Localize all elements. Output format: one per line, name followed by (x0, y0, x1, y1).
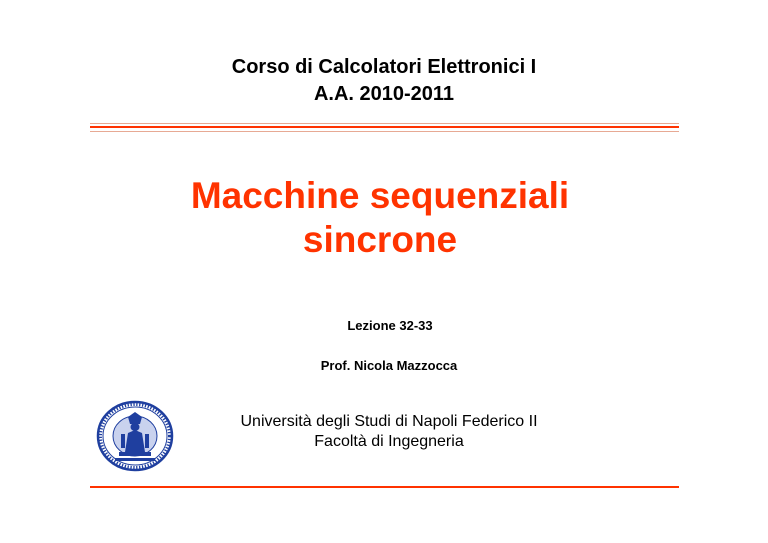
bottom-rule (90, 486, 679, 488)
faculty-name: Facoltà di Ingegneria (314, 433, 464, 450)
institution (206, 412, 572, 452)
course-header (100, 54, 668, 108)
top-rule-lower (90, 131, 679, 132)
academic-year: A.A. 2010-2011 (313, 83, 455, 105)
university-seal-icon (95, 400, 175, 472)
professor-name: Prof. Nicola Mazzocca (320, 358, 458, 373)
top-rule-main (90, 126, 679, 128)
slide-title-line-1: Macchine sequenziali (190, 175, 570, 216)
university-name: Università degli Studi di Napoli Federico II (240, 413, 538, 430)
top-rule-upper (90, 123, 679, 124)
slide-title (100, 174, 660, 262)
slide-title-line-2: sincrone (302, 219, 458, 260)
course-name: Corso di Calcolatori Elettronici I (231, 56, 537, 78)
lesson-number: Lezione 32-33 (347, 318, 433, 333)
